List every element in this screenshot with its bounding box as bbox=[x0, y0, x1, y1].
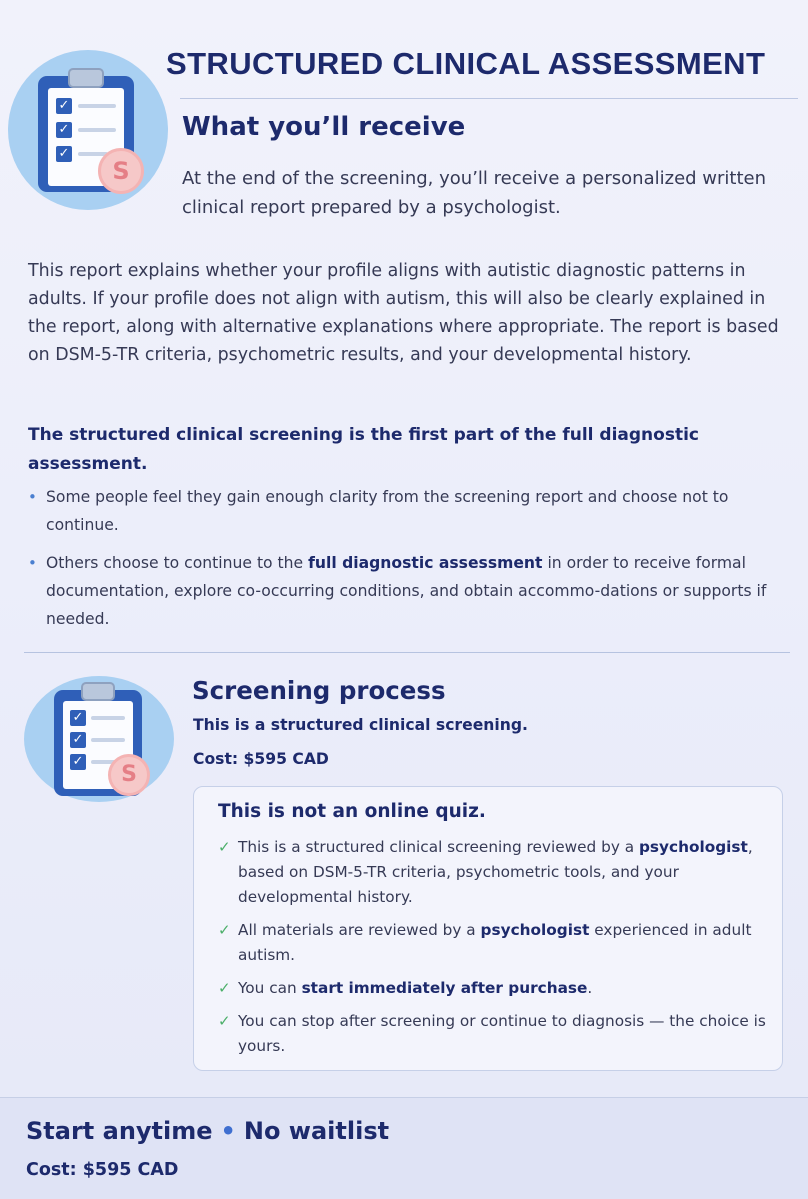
footer-headline bbox=[26, 1117, 389, 1145]
screening-statement: The structured clinical screening is the first part of the full diagnostic assessment. bbox=[28, 425, 699, 474]
page-title: STRUCTURED CLINICAL ASSESSMENT bbox=[166, 46, 766, 81]
bullet-text-bold: full diagnostic assessment bbox=[308, 554, 543, 572]
check-text-start: You can bbox=[238, 979, 302, 997]
clipboard-checklist-icon: ✓ ✓ ✓ S bbox=[8, 50, 168, 210]
check-text-end: , based on DSM-5-TR criteria, psychometric tools, and your developmental history. bbox=[238, 838, 753, 906]
section-divider bbox=[24, 652, 790, 653]
footer-band bbox=[0, 1098, 808, 1199]
footer-separator: • bbox=[220, 1117, 236, 1145]
list-item bbox=[218, 835, 774, 910]
checkmark-icon: ✓ bbox=[218, 1012, 231, 1030]
clipboard-checklist-icon: ✓ ✓ ✓ S bbox=[24, 676, 174, 802]
check-text-start: All materials are reviewed by a bbox=[238, 921, 481, 939]
receive-description: At the end of the screening, you’ll receive a personalized written clinical report prepared by a psychologist. bbox=[182, 168, 767, 218]
list-item bbox=[28, 549, 768, 633]
bullet-icon: • bbox=[28, 488, 37, 506]
list-item bbox=[28, 483, 768, 539]
bullet-icon: • bbox=[28, 554, 37, 572]
process-subheading: This is a structured clinical screening. bbox=[193, 716, 528, 734]
footer-start-anytime: Start anytime bbox=[26, 1117, 213, 1145]
report-paragraph: This report explains whether your profile aligns with autistic diagnostic patterns in adults. If your profile does not align with autism, this will also be clearly explained in the report, along with alternative explanations where appropriate. The report is based on DSM-5-TR criteria, psychometric results, and your developmental history. bbox=[28, 261, 779, 365]
title-divider bbox=[180, 98, 798, 99]
check-text-end: experienced in adult autism. bbox=[238, 921, 752, 964]
check-text-end: . bbox=[587, 979, 593, 997]
checkmark-icon: ✓ bbox=[218, 838, 231, 856]
bullet-text-start: Others choose to continue to the bbox=[46, 554, 309, 572]
checkmark-icon: ✓ bbox=[218, 979, 231, 997]
footer-no-waitlist: No waitlist bbox=[243, 1117, 390, 1145]
check-text-bold: start immediately after purchase bbox=[301, 979, 588, 997]
bullet-text-end: in order to receive formal documentation, explore co-occurring conditions, and obtain accommo-dations or supports if needed. bbox=[46, 554, 767, 628]
receive-heading: What you’ll receive bbox=[182, 112, 466, 142]
info-card bbox=[193, 786, 783, 1071]
checkmark-icon: ✓ bbox=[218, 921, 231, 939]
process-cost: Cost: $595 CAD bbox=[193, 750, 329, 768]
footer-cost: Cost: $595 CAD bbox=[26, 1160, 179, 1180]
list-item bbox=[218, 918, 774, 968]
checklist bbox=[218, 835, 774, 1067]
check-text-start: This is a structured clinical screening reviewed by a bbox=[238, 838, 639, 856]
bullet-list bbox=[28, 483, 768, 643]
list-item bbox=[218, 1009, 774, 1059]
check-text-bold: psychologist bbox=[480, 921, 590, 939]
check-text-start: You can stop after screening or continue to diagnosis — the choice is yours. bbox=[238, 1012, 766, 1055]
list-item bbox=[218, 976, 774, 1001]
bullet-text: Some people feel they gain enough clarity from the screening report and choose not to continue. bbox=[46, 488, 729, 534]
card-title: This is not an online quiz. bbox=[218, 801, 486, 822]
process-heading: Screening process bbox=[192, 676, 446, 705]
check-text-bold: psychologist bbox=[638, 838, 748, 856]
